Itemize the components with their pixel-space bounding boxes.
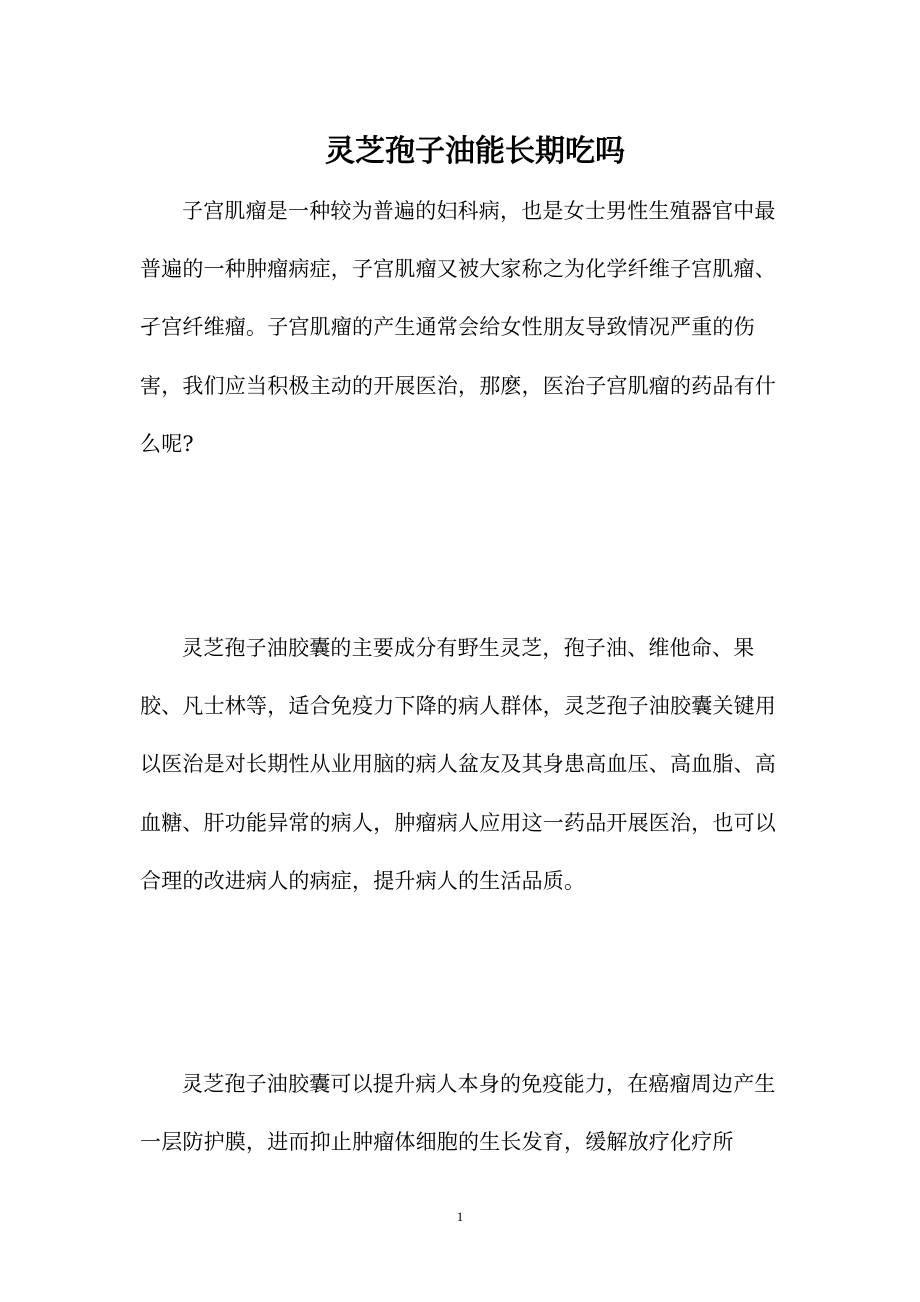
paragraph-uterine-fibroids: 子宫肌瘤是一种较为普遍的妇科病，也是女士男性生殖器官中最普遍的一种肿瘤病症，子宫肌瘤又被大家称之为化学纤维子宫肌瘤、孑宫纤维瘤。子宫肌瘤的产生通常会给女性朋友导致情况严重的伤害，我们应当积极主动的开展医治，那麽，医治子宫肌瘤的药品有什么呢? [140, 199, 776, 456]
document-title: 灵芝孢子油能长期吃吗 [325, 134, 625, 170]
paragraph-capsule-ingredients: 灵芝孢子油胶囊的主要成分有野生灵芝，孢子油、维他命、果胶、凡士林等，适合免疫力下降的病人群体，灵芝孢子油胶囊关键用以医治是对长期性从业用脑的病人盆友及其身患高血压、高血脂、高血糖、肝功能异常的病人，肿瘤病人应用这一药品开展医治，也可以合理的改进病人的病症，提升病人的生活品质。 [140, 636, 776, 893]
paragraph-immunity: 灵芝孢子油胶囊可以提升病人本身的免疫能力，在癌瘤周边产生一层防护膜，进而抑止肿瘤体细胞的生长发育，缓解放疗化疗所 [140, 1072, 776, 1155]
page-number: 1 [456, 1209, 464, 1224]
